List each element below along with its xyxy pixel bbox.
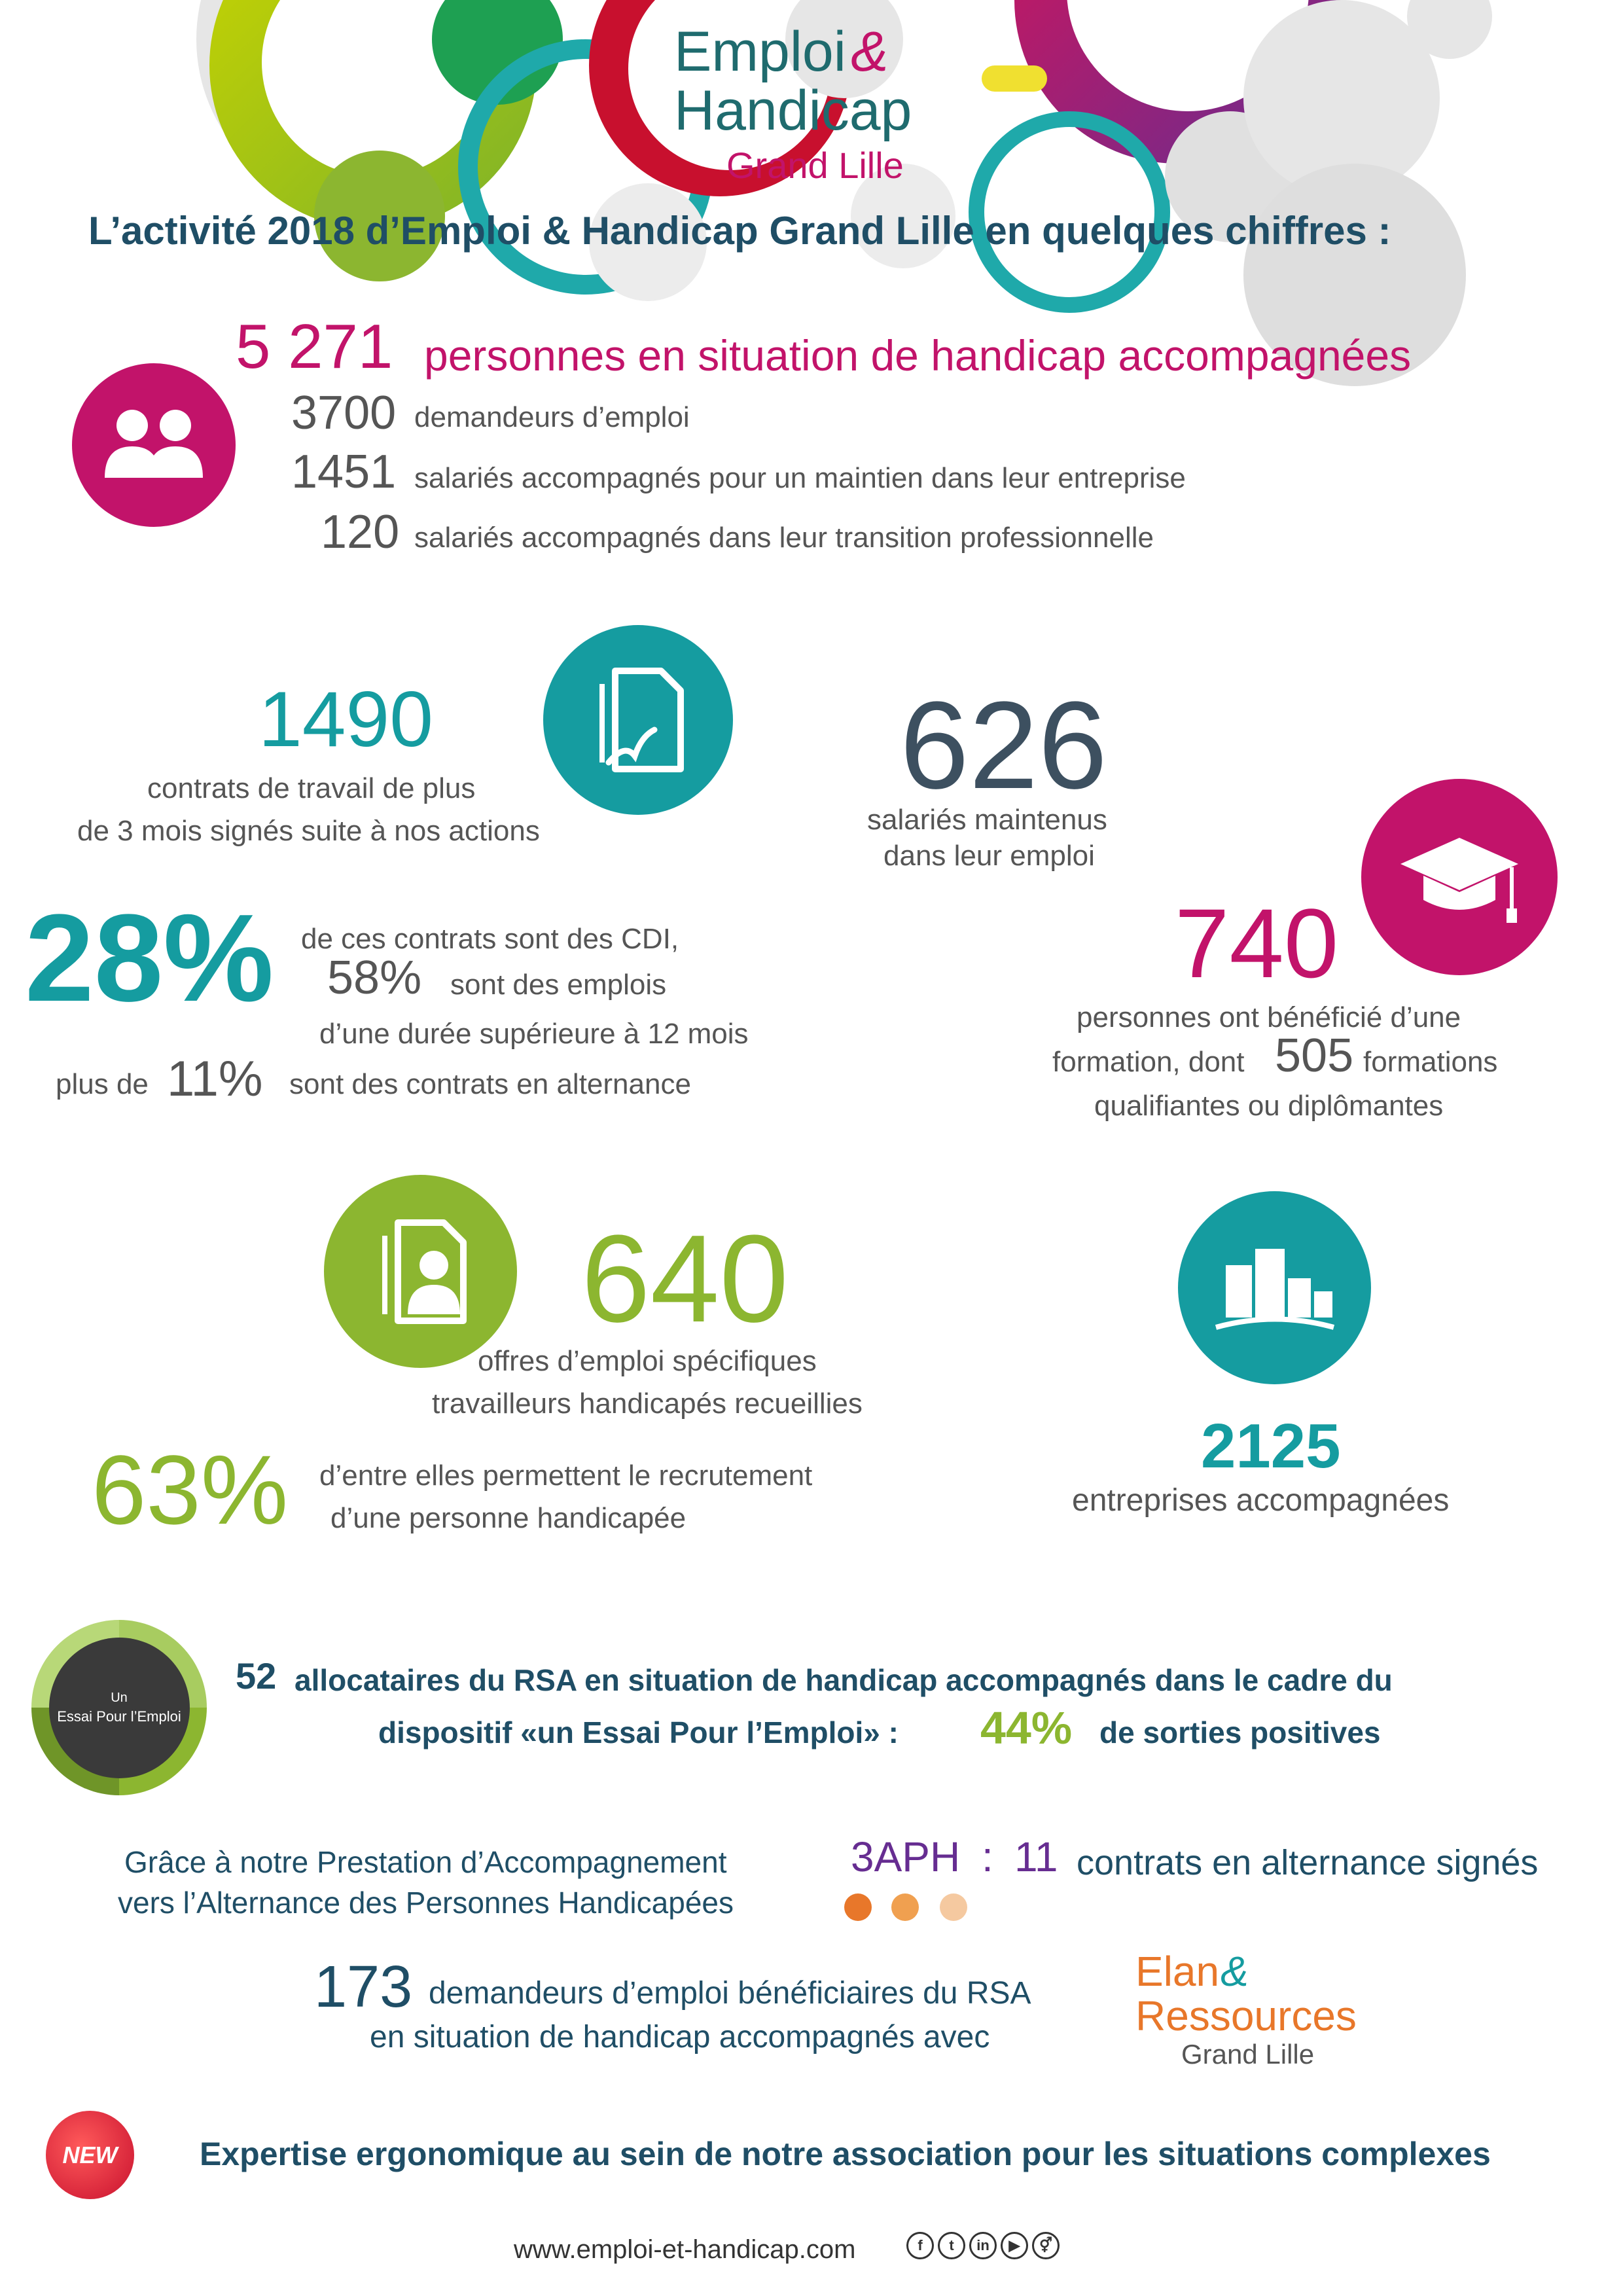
gender-icon[interactable]: ⚥: [1032, 2232, 1060, 2259]
cdi-percent: 28%: [25, 889, 274, 1028]
contracts-line-1: contrats de travail de plus: [147, 772, 476, 804]
job-offer-icon: [372, 1216, 470, 1327]
training-line-2a: formation, dont: [1052, 1046, 1245, 1078]
maintained-line-1: salariés maintenus: [867, 804, 1107, 836]
alternance-line: sont des contrats en alternance: [289, 1068, 691, 1100]
training-line-3: qualifiantes ou diplômantes: [1094, 1090, 1444, 1122]
aph-dot-3: [940, 1893, 967, 1921]
training-number: 740: [1175, 888, 1339, 998]
persons-row-1-label: demandeurs d’emploi: [414, 401, 690, 433]
companies-number: 2125: [1201, 1411, 1341, 1481]
rsa-percent: 44%: [980, 1702, 1073, 1753]
contracts-number: 1490: [259, 675, 433, 763]
aph-label: contrats en alternance signés: [1077, 1843, 1539, 1882]
elan-line-2: en situation de handicap accompagnés avec: [370, 2020, 990, 2054]
persons-number: 5 271: [236, 312, 393, 382]
training-line-1: personnes ont bénéficié d’une: [1077, 1001, 1461, 1033]
essai-badge-line-2: Essai Pour l’Emploi: [57, 1708, 181, 1725]
cdi-line-1: de ces contrats sont des CDI,: [301, 923, 679, 955]
maintained-number: 626: [900, 676, 1108, 815]
rsa-number: 52: [236, 1655, 277, 1696]
companies-label: entreprises accompagnées: [1072, 1483, 1450, 1518]
elan-logo-line-2: Ressources: [1135, 1992, 1357, 2039]
essai-badge-line-1: Un: [111, 1690, 128, 1705]
aph-logo: 3APH: [851, 1833, 961, 1880]
rsa-line-1: allocataires du RSA en situation de handicap accompagnés dans le cadre du: [294, 1663, 1393, 1697]
graduation-cap-icon: [1394, 825, 1525, 929]
long-line: sont des emplois: [450, 969, 667, 1001]
alternance-percent: 11%: [167, 1051, 263, 1107]
new-badge-label: NEW: [62, 2141, 118, 2168]
recruitment-line-1: d’entre elles permettent le recrutement: [319, 1460, 813, 1492]
elan-logo: [1135, 1947, 1357, 2078]
people-icon-circle: [72, 363, 236, 527]
website-link[interactable]: www.emploi-et-handicap.com: [514, 2235, 856, 2264]
alternance-prefix: plus de: [56, 1068, 149, 1100]
logo: [674, 20, 942, 190]
persons-row-2-number: 1451: [291, 446, 397, 498]
recruitment-percent: 63%: [92, 1435, 289, 1545]
rsa-line-2b: de sorties positives: [1099, 1715, 1381, 1749]
page-title: L’activité 2018 d’Emploi & Handicap Grand Lille en quelques chiffres :: [88, 209, 1391, 253]
buildings-icon: [1213, 1239, 1337, 1337]
aph-line-2: vers l’Alternance des Personnes Handicapées: [118, 1886, 734, 1920]
aph-number: 11: [1014, 1833, 1058, 1880]
elan-logo-ampersand: &: [1221, 1948, 1249, 1995]
logo-line-2: Handicap: [674, 79, 912, 142]
aph-dot-2: [891, 1893, 919, 1921]
essai-emploi-badge: [31, 1620, 207, 1795]
offers-line-1: offres d’emploi spécifiques: [478, 1345, 817, 1377]
linkedin-icon[interactable]: in: [969, 2232, 997, 2259]
people-icon: [98, 406, 209, 484]
recruitment-line-2: d’une personne handicapée: [330, 1502, 687, 1534]
youtube-icon[interactable]: ▶: [1001, 2232, 1028, 2259]
new-text: Expertise ergonomique au sein de notre association pour les situations complexes: [200, 2136, 1491, 2172]
logo-ampersand: &: [851, 20, 889, 83]
persons-row-1-number: 3700: [291, 387, 397, 439]
persons-row-2-label: salariés accompagnés pour un maintien dans leur entreprise: [414, 462, 1186, 494]
elan-line-1: demandeurs d’emploi bénéficiaires du RSA: [429, 1976, 1031, 2011]
training-qualifying-number: 505: [1275, 1030, 1354, 1082]
persons-row-3-number: 120: [321, 506, 400, 558]
contract-icon: [589, 664, 687, 776]
logo-line-3: Grand Lille: [726, 145, 904, 186]
elan-logo-line-3: Grand Lille: [1181, 2039, 1315, 2070]
elan-logo-line-1: Elan: [1135, 1948, 1220, 1995]
persons-label: personnes en situation de handicap accompagnées: [424, 331, 1412, 380]
maintained-line-2: dans leur emploi: [883, 840, 1095, 872]
job-offer-icon-circle: [324, 1175, 517, 1368]
rsa-line-2: dispositif «un Essai Pour l’Emploi» :: [378, 1715, 899, 1749]
long-percent: 58%: [327, 952, 422, 1004]
aph-line-1: Grâce à notre Prestation d’Accompagnement: [124, 1845, 727, 1879]
aph-colon: :: [982, 1833, 993, 1880]
buildings-icon-circle: [1178, 1191, 1371, 1384]
persons-row-3-label: salariés accompagnés dans leur transition professionnelle: [414, 522, 1154, 554]
offers-line-2: travailleurs handicapés recueillies: [432, 1388, 863, 1420]
offers-number: 640: [581, 1210, 789, 1348]
facebook-icon[interactable]: f: [906, 2232, 934, 2259]
logo-line-1: Emploi: [674, 20, 846, 83]
elan-number: 173: [314, 1954, 413, 2020]
aph-dot-1: [844, 1893, 872, 1921]
contracts-line-2: de 3 mois signés suite à nos actions: [77, 815, 540, 847]
graduation-icon-circle: [1361, 779, 1558, 975]
training-line-2b: formations: [1363, 1046, 1498, 1078]
twitter-icon[interactable]: t: [938, 2232, 965, 2259]
duration-line: d’une durée supérieure à 12 mois: [319, 1018, 749, 1050]
social-icons: [906, 2232, 1063, 2259]
contract-icon-circle: [543, 625, 733, 815]
new-badge: [46, 2111, 134, 2199]
